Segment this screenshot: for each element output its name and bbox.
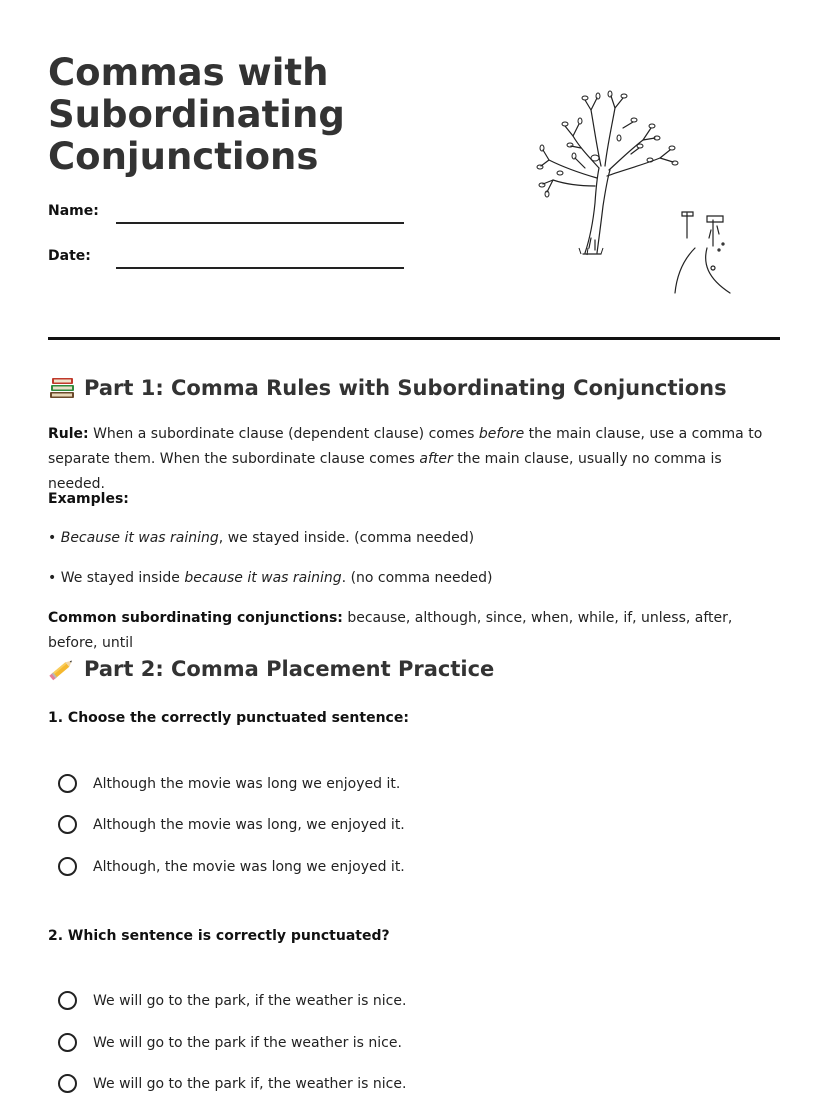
section-divider [48, 337, 780, 340]
q2-radio-a[interactable] [58, 991, 77, 1010]
common-label: Common subordinating conjunctions: [48, 610, 343, 626]
examples-label: Examples: [48, 491, 129, 507]
q2-option-a-text: We will go to the park, if the weather is nice. [93, 992, 407, 1009]
example-2-pre: We stayed inside [60, 570, 185, 586]
q2-option-b-text: We will go to the park if the weather is nice. [93, 1034, 402, 1051]
example-1 [48, 526, 778, 551]
name-line[interactable] [116, 222, 404, 224]
example-1-rest: , we stayed inside. (comma needed) [218, 530, 475, 546]
example-2-rest: . (no comma needed) [341, 570, 493, 586]
q1-option-b-text: Although the movie was long, we enjoyed it. [93, 816, 405, 833]
books-icon [48, 375, 76, 401]
worksheet-title: Commas with Subordinating Conjunctions [48, 51, 345, 178]
example-2-bullet: • [48, 570, 61, 586]
q1-radio-c[interactable] [58, 857, 77, 876]
date-label: Date: [48, 248, 91, 264]
q2-option-b[interactable] [58, 1033, 402, 1052]
rule-paragraph [48, 422, 778, 497]
rule-label: Rule: [48, 426, 89, 442]
part2-heading-text: Part 2: Comma Placement Practice [84, 657, 495, 681]
q2-option-c-text: We will go to the park if, the weather is nice. [93, 1075, 407, 1092]
common-list: because, although, since, when, while, if, unless, after, before, until [48, 610, 733, 651]
tree-illustration [535, 88, 745, 303]
example-2-em: because it was raining [184, 570, 342, 586]
q2-option-a[interactable] [58, 991, 406, 1010]
name-label: Name: [48, 203, 99, 219]
example-1-bullet: • [48, 530, 61, 546]
q1-option-a-text: Although the movie was long we enjoyed it. [93, 775, 401, 792]
common-conjunctions [48, 606, 778, 656]
part1-heading [48, 375, 727, 401]
q2-option-c[interactable] [58, 1074, 406, 1093]
q1-option-a[interactable] [58, 774, 400, 793]
rule-text-1: When a subordinate clause (dependent clause) comes [88, 426, 479, 442]
q2-radio-c[interactable] [58, 1074, 77, 1093]
example-2 [48, 566, 778, 591]
rule-text-2: the main clause, use a comma to separate them. When the subordinate clause comes [48, 426, 763, 467]
rule-em-after: after [419, 451, 453, 467]
q1-option-c-text: Although, the movie was long we enjoyed it. [93, 858, 405, 875]
example-1-em: Because it was raining [60, 530, 219, 546]
question-1-prompt: 1. Choose the correctly punctuated sentence: [48, 710, 409, 726]
rule-em-before: before [478, 426, 525, 442]
pencil-icon [48, 656, 76, 682]
q1-radio-a[interactable] [58, 774, 77, 793]
q2-radio-b[interactable] [58, 1033, 77, 1052]
q1-radio-b[interactable] [58, 815, 77, 834]
date-line[interactable] [116, 267, 404, 269]
part1-heading-text: Part 1: Comma Rules with Subordinating Conjunctions [84, 376, 727, 400]
rule-text-3: the main clause, usually no comma is needed. [48, 451, 722, 492]
q1-option-c[interactable] [58, 857, 405, 876]
question-2-prompt: 2. Which sentence is correctly punctuated? [48, 928, 390, 944]
part2-heading [48, 656, 494, 682]
q1-option-b[interactable] [58, 815, 405, 834]
